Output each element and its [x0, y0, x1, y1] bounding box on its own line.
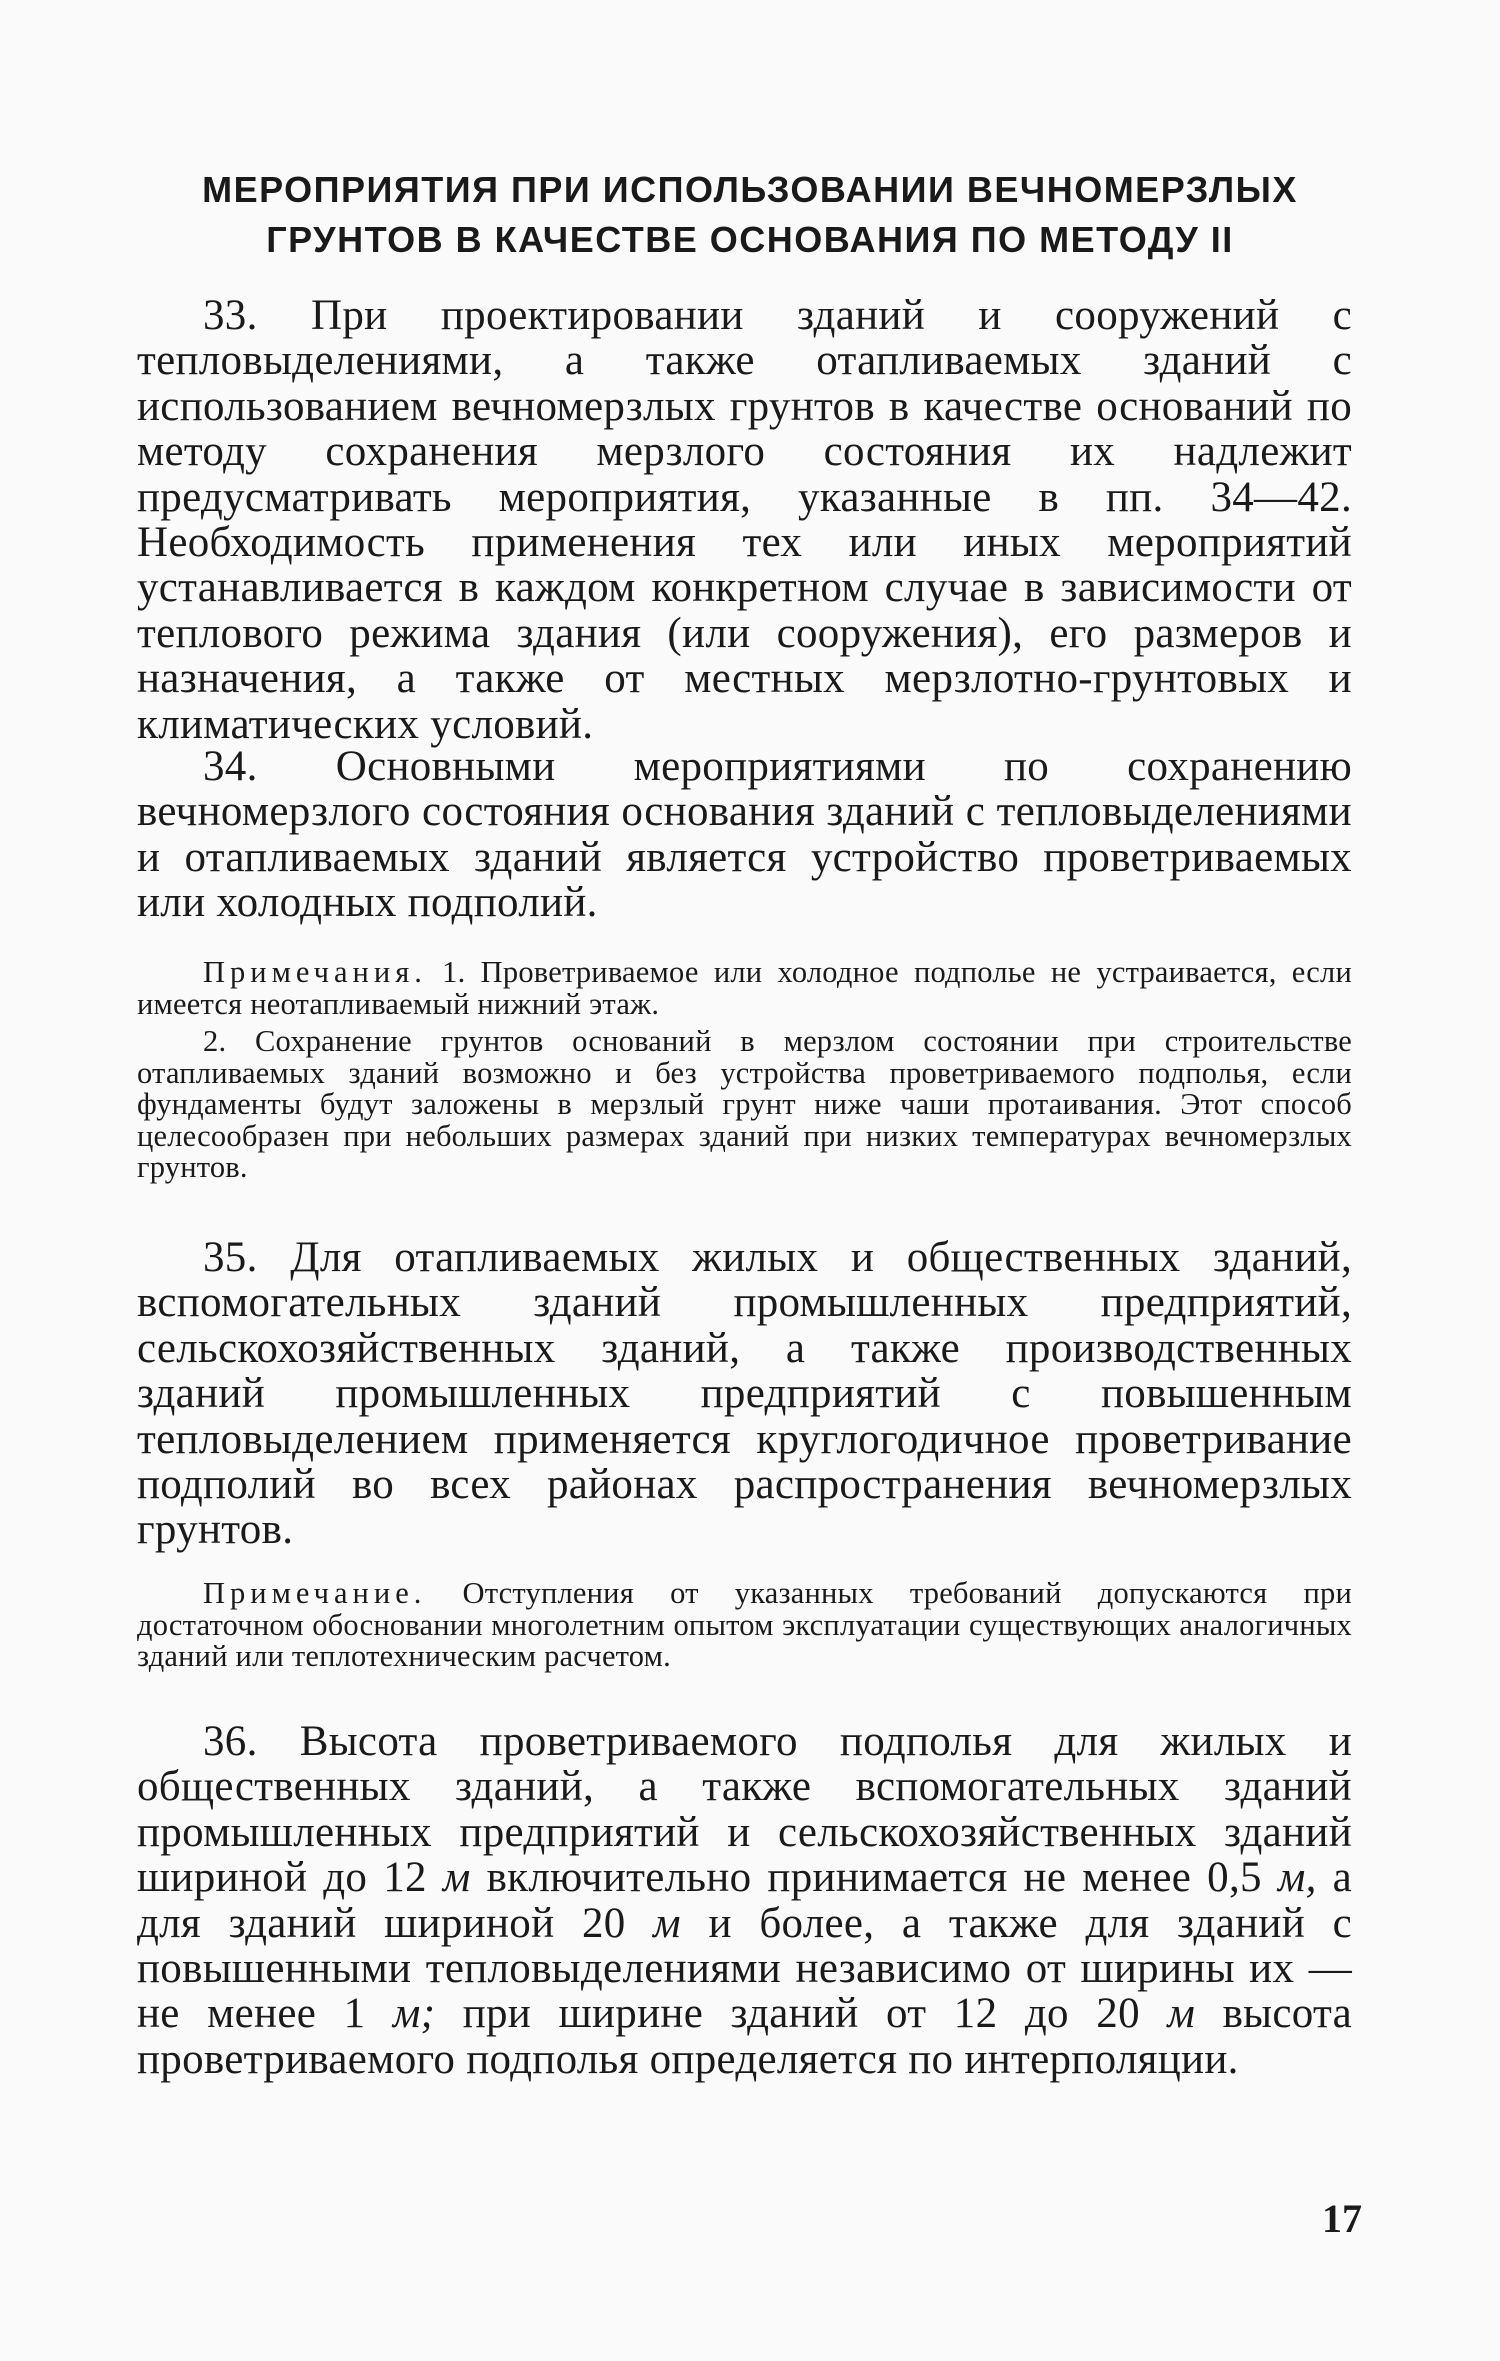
note-35-block	[137, 1578, 1352, 1673]
clause-36-block	[137, 1719, 1352, 2082]
notes-label: Примечания.	[203, 955, 427, 989]
note-34-2: 2. Сохранение грунтов оснований в мерзлом состоянии при строительстве отапливаемых зданий возможно и без устройства проветриваемого подполья, если фундаменты будут заложены в мерзлый грунт ниже чаши протаивания. Этот способ целесообразен при небольших размерах зданий при низких температурах вечномерзлых грунтов.	[137, 1024, 1352, 1184]
unit-metre: м,	[1277, 1854, 1317, 1902]
clause-36-text-1: 36. Высота проветриваемого подполья для жилых и общественных зданий, а также вспомогательных зданий промышленных предприятий и сельскохозяйственных зданий шириной до 12	[137, 1718, 1352, 1902]
note-35-text: Отступления от указанных требований допускаются при достаточном обосновании многолетним опытом эксплуатации существующих аналогичных зданий или теплотехническим расчетом.	[137, 1576, 1353, 1673]
section-heading	[160, 165, 1340, 265]
clause-34-block	[137, 744, 1352, 926]
page-number: 17	[1322, 2196, 1362, 2241]
clause-36	[137, 1719, 1352, 2082]
clause-35: 35. Для отапливаемых жилых и общественных зданий, вспомогательных зданий промышленных предприятий, сельскохозяйственных зданий, а также производственных зданий промышленных предприятий с повышенным тепловыделением применяется круглогодичное проветривание подполий во всех районах распространения вечномерзлых грунтов.	[137, 1234, 1352, 1554]
clause-36-text-2: включительно принимается не менее 0,5	[470, 1854, 1278, 1902]
note-label: Примечание.	[203, 1576, 427, 1610]
clause-35-block	[137, 1235, 1352, 1553]
unit-metre: м;	[392, 1990, 436, 2038]
note-1-text: 1. Проветриваемое или холодное подполье не устраивается, если имеется неотапливаемый нижний этаж.	[137, 955, 1352, 1021]
clause-36-text-3: а для зданий шириной 20	[137, 1854, 1353, 1947]
notes-34-block	[137, 957, 1352, 1184]
note-35	[137, 1578, 1352, 1673]
unit-metre: м	[442, 1854, 471, 1902]
heading-line-1: МЕРОПРИЯТИЯ ПРИ ИСПОЛЬЗОВАНИИ ВЕЧНОМЕРЗЛЫХ	[202, 169, 1298, 210]
clause-36-text-5: при ширине зданий от 12 до 20	[435, 1990, 1168, 2038]
clause-36-text-4: и более, а также для зданий с повышенными тепловыделениями независимо от ширины их — не менее 1	[137, 1899, 1352, 2038]
clause-33-block	[137, 293, 1352, 747]
heading-line-2: ГРУНТОВ В КАЧЕСТВЕ ОСНОВАНИЯ ПО МЕТОДУ II	[266, 219, 1234, 260]
clause-33: 33. При проектировании зданий и сооружений с тепловыделениями, а также отапливаемых зданий с использованием вечномерзлых грунтов в качестве оснований по методу сохранения мерзлого состояния их надлежит предусматривать мероприятия, указанные в пп. 34—42. Необходимость применения тех или иных мероприятий устанавливается в каждом конкретном случае в зависимости от теплового режима здания (или сооружения), его размеров и назначения, а также от местных мерзлотно-грунтовых и климатических условий.	[137, 292, 1352, 748]
clause-34: 34. Основными мероприятиями по сохранению вечномерзлого состояния основания зданий с тепловыделениями и отапливаемых зданий является устройство проветриваемых или холодных подполий.	[137, 743, 1352, 927]
unit-metre: м	[1167, 1990, 1196, 2038]
note-34-1	[137, 957, 1352, 1020]
clause-36-text-6: высота проветриваемого подполья определяется по интерполяции.	[137, 1990, 1352, 2083]
unit-metre: м	[653, 1899, 681, 1947]
